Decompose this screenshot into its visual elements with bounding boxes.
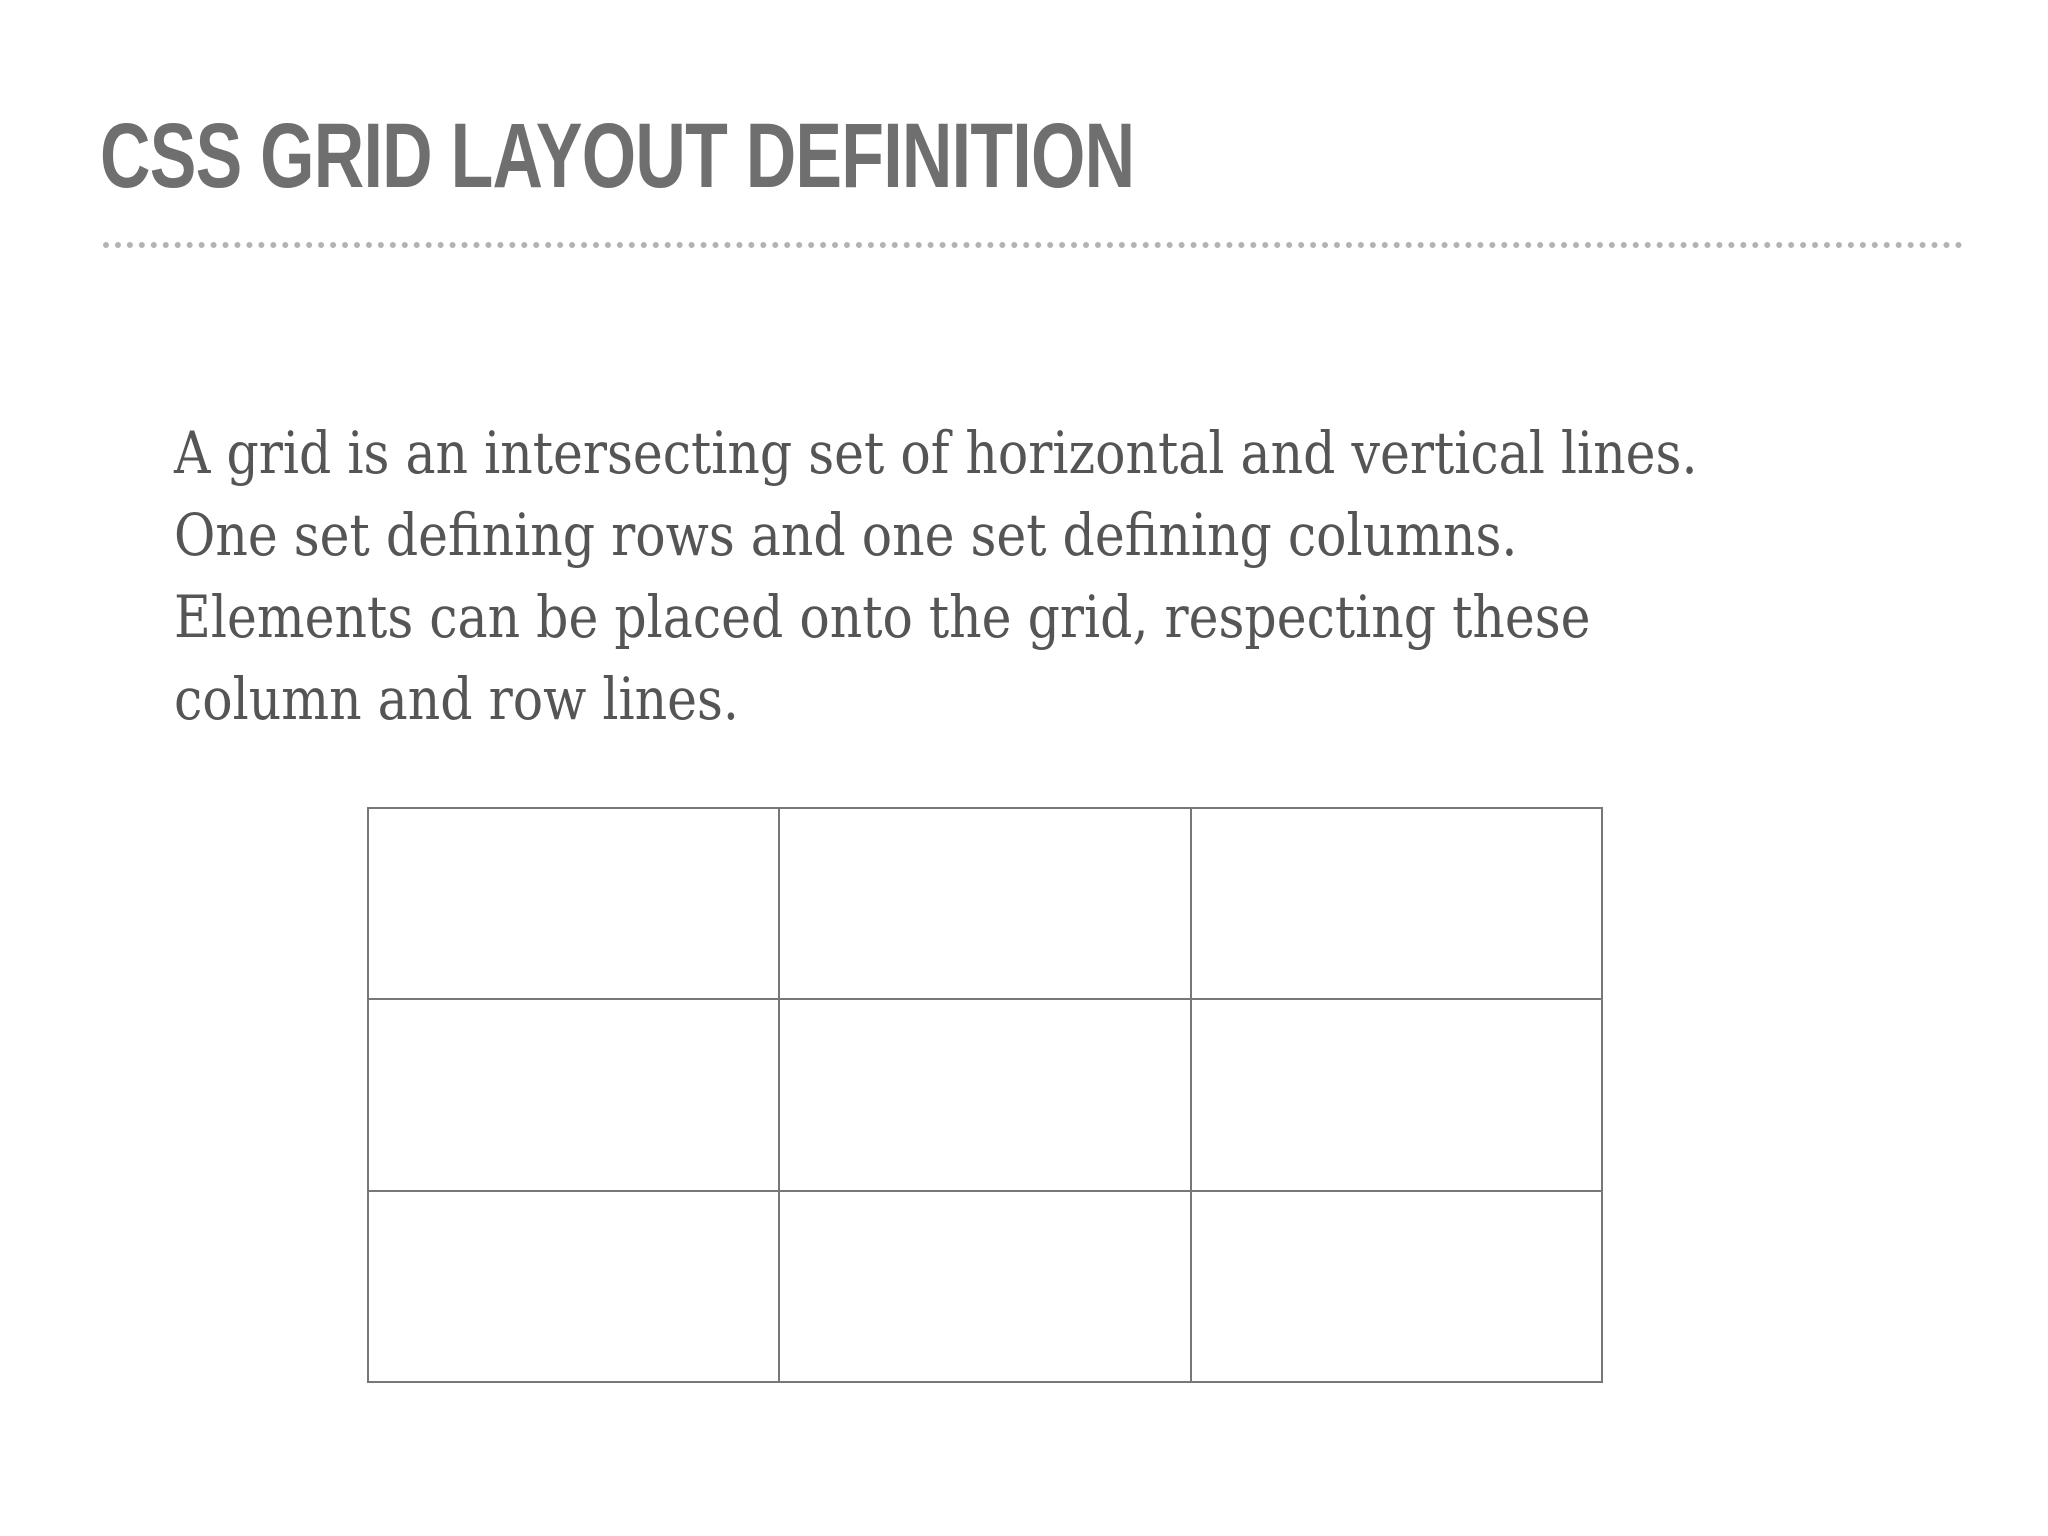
definition-text: A grid is an intersecting set of horizontal and vertical lines. One set defining rows and one set defining columns. Elements can be placed onto the grid, respecting these column and row lines. [174, 419, 1698, 733]
grid-cell [1192, 1192, 1603, 1383]
grid-cell [369, 1000, 780, 1191]
title-divider [103, 242, 1963, 248]
grid-cell [1192, 1000, 1603, 1191]
slide-title: CSS GRID LAYOUT DEFINITION [100, 105, 1135, 207]
grid-cell [369, 809, 780, 1000]
grid-cell [780, 809, 1191, 1000]
grid-cell [780, 1000, 1191, 1191]
grid-cell [369, 1192, 780, 1383]
grid-cell [780, 1192, 1191, 1383]
grid-diagram [367, 807, 1603, 1383]
grid-cell [1192, 809, 1603, 1000]
